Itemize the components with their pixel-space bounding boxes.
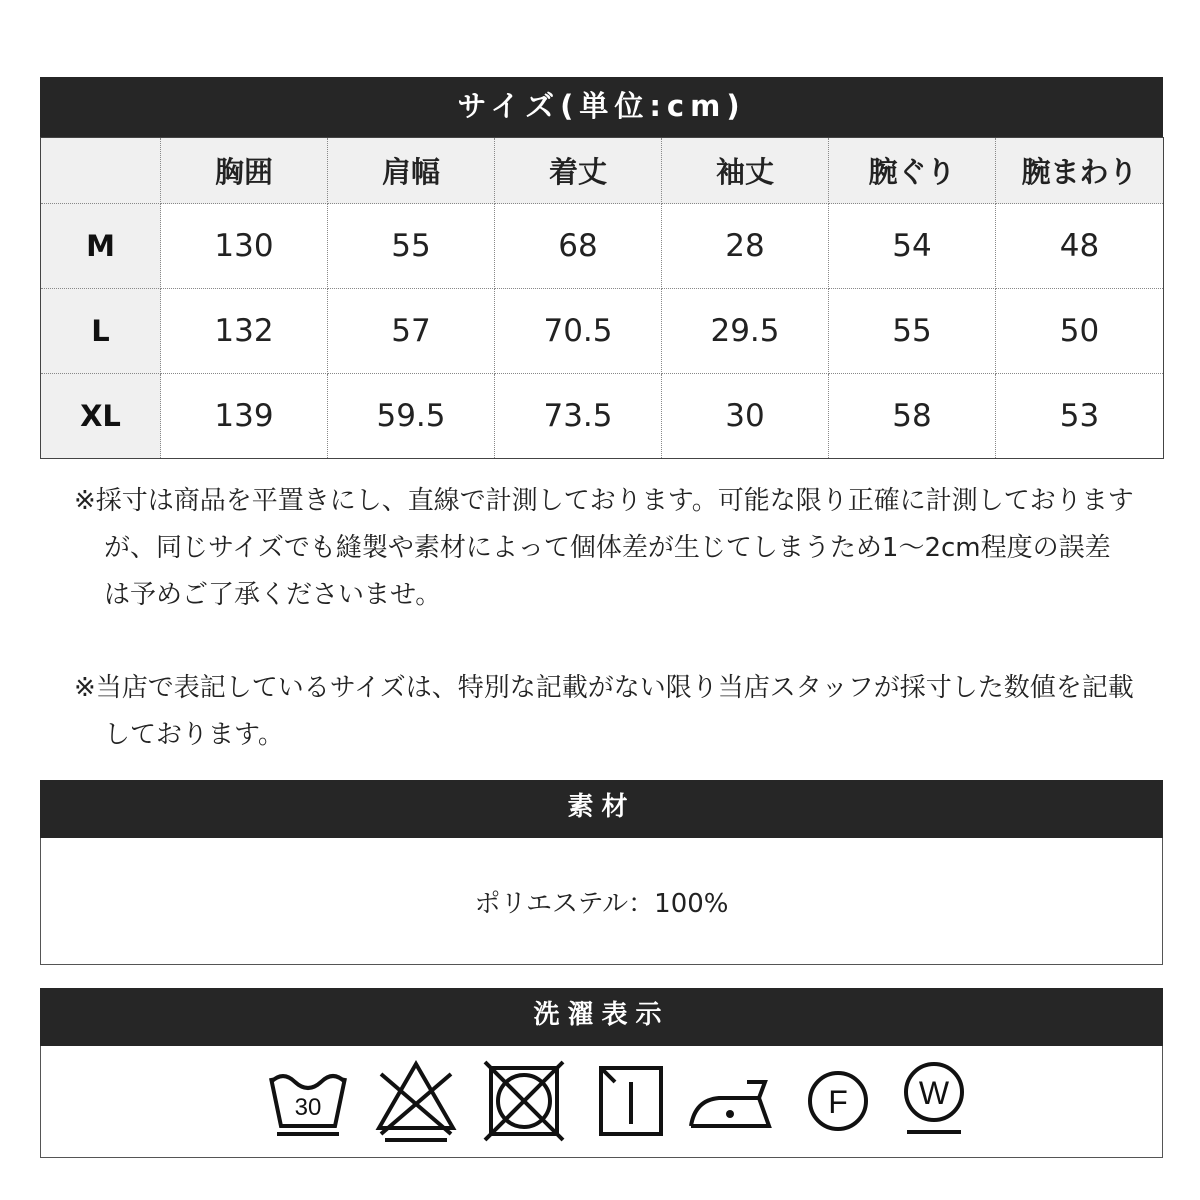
column-header-armhole: 腕ぐり: [829, 138, 996, 204]
table-cell: 139: [161, 374, 328, 459]
table-cell: 53: [996, 374, 1164, 459]
row-label-size: M: [41, 204, 161, 289]
size-section-title: サイズ(単位:cm): [40, 77, 1163, 137]
table-row: [41, 204, 1164, 289]
no-bleach-icon: [371, 1056, 461, 1146]
column-header-chest: 胸囲: [161, 138, 328, 204]
note-size-notation: ※当店で表記しているサイズは、特別な記載がない限り当店スタッフが採寸した数値を記載しております。: [74, 673, 1134, 750]
size-table-header-row: [41, 138, 1164, 204]
row-label-size: XL: [41, 374, 161, 459]
dry-clean-f-icon: [793, 1056, 883, 1146]
table-cell: 130: [161, 204, 328, 289]
table-row: [41, 374, 1164, 459]
line-dry-shade-icon: [587, 1056, 677, 1146]
size-table-corner-cell: [41, 138, 161, 204]
table-cell: 59.5: [328, 374, 495, 459]
table-cell: 68: [495, 204, 662, 289]
table-cell: 29.5: [662, 289, 829, 374]
material-section-title: 素材: [40, 780, 1163, 838]
material-composition: ポリエステル：100%: [474, 888, 729, 919]
material-box: [40, 838, 1163, 965]
care-icons-row: [263, 1056, 979, 1146]
column-header-arm-circumference: 腕まわり: [996, 138, 1164, 204]
table-cell: 50: [996, 289, 1164, 374]
table-cell: 55: [328, 204, 495, 289]
table-cell: 54: [829, 204, 996, 289]
table-cell: 55: [829, 289, 996, 374]
table-cell: 28: [662, 204, 829, 289]
column-header-shoulder: 肩幅: [328, 138, 495, 204]
note-measurement-method: ※採寸は商品を平置きにし、直線で計測しております。可能な限り正確に計測しておりますが、同じサイズでも縫製や素材によって個体差が生じてしまうため1～2cm程度の誤差は予めご了承くださいませ。: [74, 486, 1134, 610]
size-table: [40, 137, 1164, 459]
column-header-length: 着丈: [495, 138, 662, 204]
no-tumble-dry-icon: [479, 1056, 569, 1146]
table-cell: 30: [662, 374, 829, 459]
table-row: [41, 289, 1164, 374]
table-cell: 132: [161, 289, 328, 374]
wet-clean-w-icon: [889, 1056, 979, 1146]
table-cell: 70.5: [495, 289, 662, 374]
care-symbols-box: [40, 1046, 1163, 1158]
column-header-sleeve: 袖丈: [662, 138, 829, 204]
row-label-size: L: [41, 289, 161, 374]
care-section-title: 洗濯表示: [40, 988, 1163, 1046]
measurement-notes: [74, 478, 1134, 759]
iron-low-icon: [685, 1056, 775, 1146]
dry-clean-letter: F: [828, 1084, 848, 1120]
wet-clean-letter: W: [918, 1075, 950, 1111]
table-cell: 73.5: [495, 374, 662, 459]
wash-temperature-label: 30: [294, 1094, 322, 1121]
table-cell: 57: [328, 289, 495, 374]
table-cell: 48: [996, 204, 1164, 289]
wash-30-icon: [263, 1056, 353, 1146]
table-cell: 58: [829, 374, 996, 459]
